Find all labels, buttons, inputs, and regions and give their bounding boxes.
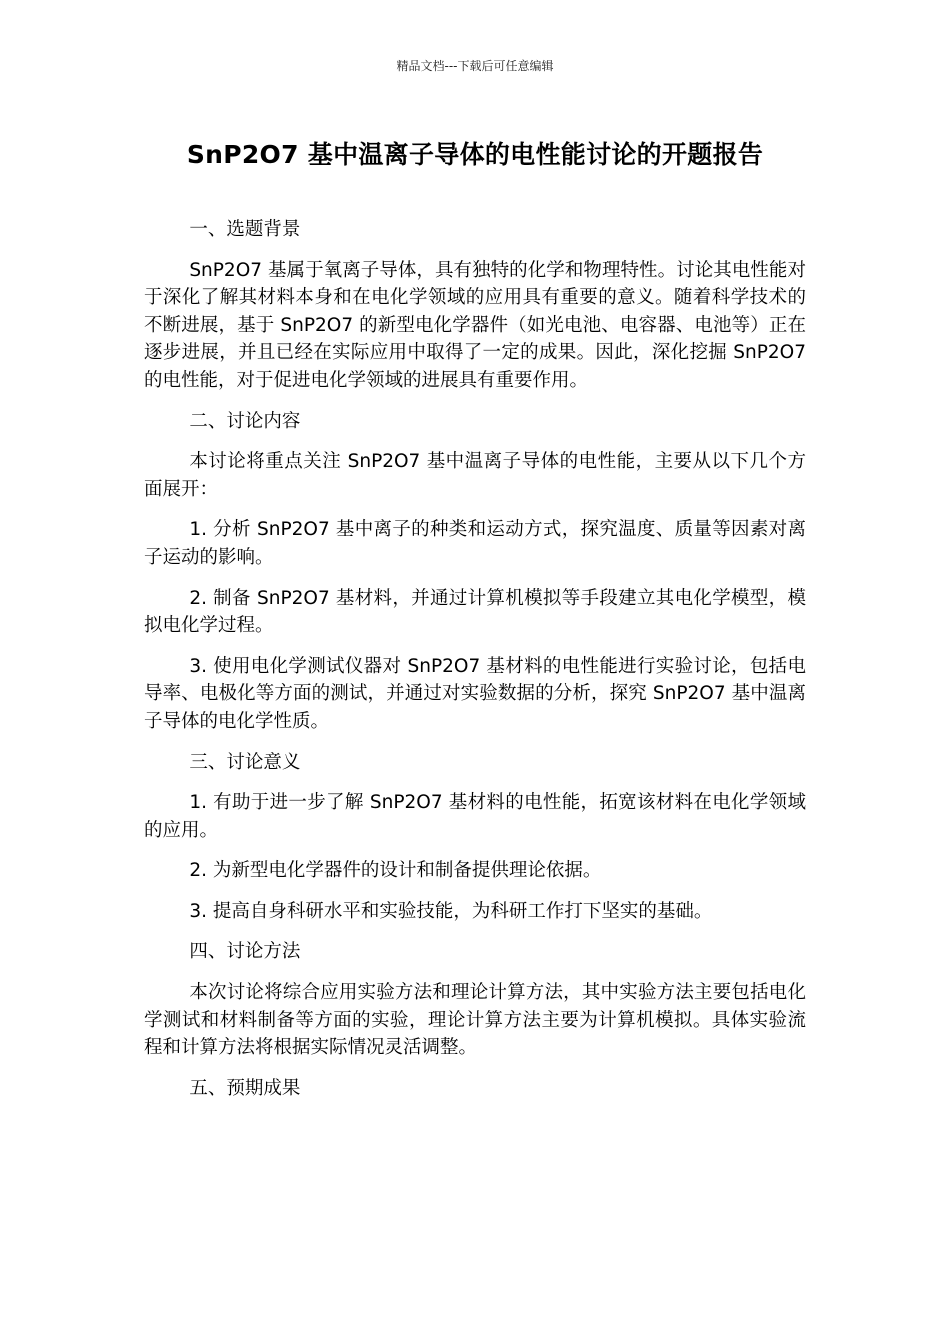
paragraph: 本讨论将重点关注 SnP2O7 基中温离子导体的电性能，主要从以下几个方面展开： [144, 451, 806, 500]
document-body [144, 216, 806, 1115]
list-item: 3. 使用电化学测试仪器对 SnP2O7 基材料的电性能进行实验讨论，包括电导率、电极化等方面的测试，并通过对实验数据的分析，探究 SnP2O7 基中温离子导体的电化学性质。 [144, 655, 806, 732]
section-heading-expected-results: 五、预期成果 [189, 1077, 301, 1099]
section-heading-background: 一、选题背景 [189, 219, 301, 240]
list-item: 1. 有助于进一步了解 SnP2O7 基材料的电性能，拓宽该材料在电化学领域的应用。 [144, 792, 806, 841]
list-item: 2. 为新型电化学器件的设计和制备提供理论依据。 [189, 860, 602, 882]
list-item: 1. 分析 SnP2O7 基中离子的种类和运动方式，探究温度、质量等因素对离子运动的影响。 [144, 519, 806, 568]
section-heading-significance: 三、讨论意义 [189, 751, 301, 773]
list-item: 3. 提高自身科研水平和实验技能，为科研工作打下坚实的基础。 [189, 900, 713, 922]
paragraph: SnP2O7 基属于氧离子导体，具有独特的化学和物理特性。讨论其电性能对于深化了解其材料本身和在电化学领域的应用具有重要的意义。随着科学技术的不断进展，基于 SnP2O7 的新型电化学器件（如光电池、电容器、电池等）正在逐步进展，并且已经在实际应用中取得了一定的成果。因此，深化挖掘 SnP2O7 的电性能，对于促进电化学领域的进展具有重要作用。 [144, 259, 806, 391]
paragraph: 本次讨论将综合应用实验方法和理论计算方法，其中实验方法主要包括电化学测试和材料制备等方面的实验，理论计算方法主要为计算机模拟。具体实验流程和计算方法将根据实际情况灵活调整。 [144, 982, 806, 1059]
list-item: 2. 制备 SnP2O7 基材料，并通过计算机模拟等手段建立其电化学模型，模拟电化学过程。 [144, 587, 806, 637]
section-heading-content: 二、讨论内容 [189, 410, 301, 432]
section-heading-methods: 四、讨论方法 [189, 941, 301, 963]
document-title: SnP2O7 基中温离子导体的电性能讨论的开题报告 [186, 140, 764, 169]
page-header-note: 精品文档---下载后可任意编辑 [396, 59, 554, 73]
